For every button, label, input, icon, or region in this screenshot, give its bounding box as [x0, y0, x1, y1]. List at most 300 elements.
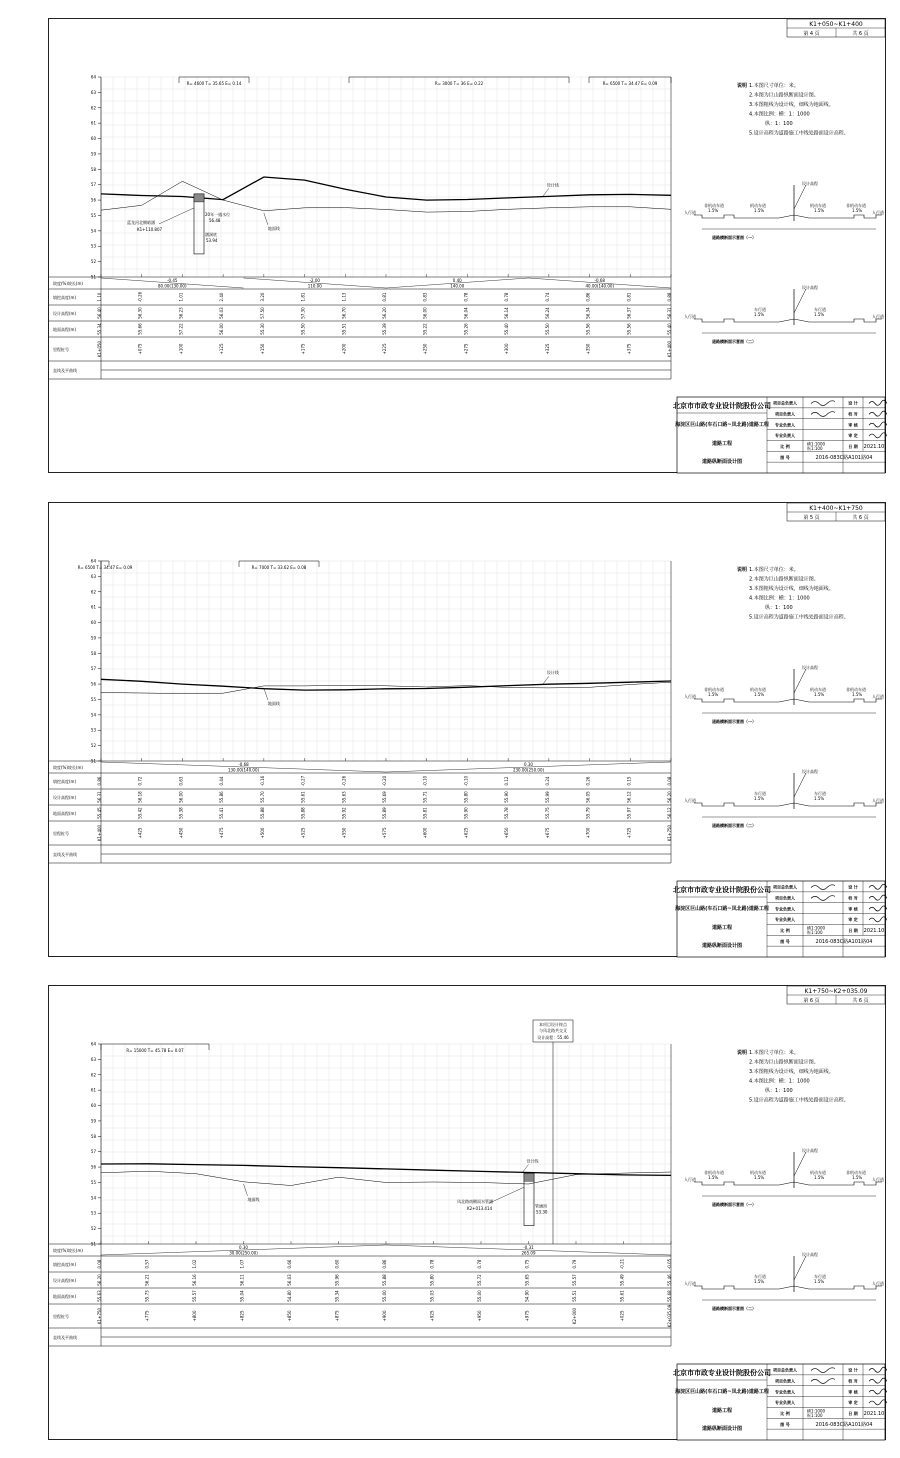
culvert-leader [489, 1187, 524, 1203]
ground-elev-value: 55.79 [585, 807, 591, 819]
ground-elev-value: 55.88 [259, 807, 265, 819]
cs-design-elev-label: 设计高程 [802, 769, 818, 774]
elev-tick-label: 63 [90, 573, 96, 579]
station-value: +925 [429, 1310, 435, 1322]
row-label-stake: 里程桩号 [53, 831, 69, 836]
fill-value: 0.81 [626, 292, 632, 302]
station-value: +225 [382, 343, 387, 355]
cs-sidewalk-left: 人行道 [684, 694, 696, 699]
elev-tick-label: 54 [90, 1195, 96, 1201]
station-value: +325 [544, 343, 550, 355]
elev-tick-label: 59 [90, 151, 96, 157]
sheet-page-number: 第 6 页 [803, 998, 820, 1004]
title-scale-label: 比 例 [780, 444, 790, 450]
row-label-slope: 坡度(%)坡长(m) [53, 1248, 83, 1253]
title-scale-h: 横1:1000 [807, 1408, 826, 1414]
design-elev-value: 56.00 [422, 307, 428, 319]
title-scale-v: 纵1:100 [807, 1413, 823, 1419]
cs-slope-left: 1.5% [708, 1175, 719, 1180]
sheet-range: K1+050~K1+400 [809, 21, 863, 28]
design-elev-value: 56.37 [626, 307, 632, 319]
cs-carway-right: 车行道 [814, 791, 826, 796]
ground-elev-value: 55.78 [504, 807, 510, 819]
culvert-leader [159, 208, 194, 224]
elev-tick-label: 62 [90, 105, 96, 111]
ground-elev-value: 55.92 [341, 807, 347, 819]
title-no-label: 图 号 [780, 938, 790, 944]
fill-value: 0.60 [334, 1259, 340, 1269]
ground-elev-value: 55.56 [585, 323, 591, 335]
design-elev-value: 56.31 [97, 791, 102, 803]
sheet-svg-1 [49, 19, 887, 474]
design-elev-value: 56.11 [239, 1274, 245, 1286]
station-value: +300 [504, 343, 510, 355]
ground-elev-value: 55.39 [382, 323, 387, 335]
slope-length: 230.00(250.00) [512, 767, 545, 773]
row-label-ground: 地面高程(m) [53, 1294, 77, 1299]
row-label-fill: 填挖高度(m) [53, 779, 77, 784]
vertical-curve-label: R= 6500 T= 34.47 E= 0.09 [602, 81, 658, 86]
vertical-curve-label: R= 4600 T= 35.65 E= 0.14 [186, 81, 242, 86]
end-note-line-3: 设计高程：55.46 [537, 1035, 569, 1040]
cs-car-left: 机动车道 [750, 1170, 766, 1175]
design-elev-value: 56.20 [667, 791, 672, 803]
cs-design-elev-label: 设计高程 [802, 665, 818, 670]
title-role: 专业负责人 [775, 1400, 795, 1406]
notes-item: 5.设计高程为道路施工中线处路面设计高程。 [749, 130, 849, 137]
sheet-range: K1+400~K1+750 [809, 505, 863, 512]
design-elev-value: 55.86 [219, 791, 225, 803]
elev-tick-label: 58 [90, 166, 96, 172]
cs-slope-mid: 1.5% [754, 796, 765, 801]
ground-elev-value: 55.88 [300, 807, 306, 819]
elev-tick-label: 56 [90, 681, 96, 687]
notes-title: 说明 [737, 83, 748, 89]
elev-tick-label: 51 [90, 1241, 96, 1247]
fill-value: 0.44 [219, 776, 225, 786]
cs-slope-right: 1.5% [852, 208, 863, 213]
title-role-2: 校 对 [848, 1378, 858, 1384]
ground-elev-value: 55.73 [144, 1290, 150, 1302]
cs-slope-mid-right: 1.5% [814, 1175, 825, 1180]
fill-value: 2.40 [219, 292, 225, 302]
elev-tick-label: 58 [90, 1133, 96, 1139]
design-elev-value: 56.70 [341, 307, 347, 319]
cs-caption: 道路横断面示意图（二） [712, 1306, 756, 1311]
ground-elev-value: 56.00 [219, 323, 225, 335]
fill-value: 0.72 [137, 776, 143, 786]
culvert-name: 蓝龙河北侧暗涵 [127, 219, 155, 225]
title-scale-v: 纵1:100 [807, 446, 823, 452]
ground-elev-value: 55.61 [619, 1290, 625, 1302]
slope-grade: 0.30 [239, 1245, 248, 1250]
design-elev-value: 55.80 [463, 791, 469, 803]
station-value: +175 [300, 343, 306, 355]
station-value: +600 [422, 827, 428, 839]
station-value: +725 [626, 827, 632, 839]
title-sub: 道路工程 [711, 441, 733, 447]
design-elev-value: 56.14 [504, 307, 510, 319]
notes-item: 4.本图比例：横：1：1000 [749, 1078, 810, 1085]
ground-elev-value: 55.00 [477, 1290, 482, 1302]
ground-elev-value: 55.56 [626, 323, 632, 335]
ground-elev-value: 55.51 [572, 1290, 577, 1302]
design-elev-value: 55.80 [429, 1274, 435, 1286]
title-role: 项目总负责人 [773, 884, 797, 890]
title-role: 专业负责人 [775, 422, 795, 428]
fill-value: 0.15 [626, 776, 632, 786]
culvert-bottom-label: 涵洞底 [205, 231, 217, 237]
cs-design-elev-label: 设计高程 [802, 1252, 818, 1257]
station-value: +375 [626, 343, 632, 355]
title-scale-h: 横1:1000 [807, 925, 826, 931]
ground-elev-value: 55.04 [239, 1290, 245, 1302]
ground-elev-value: 54.80 [287, 1290, 292, 1302]
design-line [101, 1164, 671, 1176]
ground-elev-value: 55.51 [341, 323, 347, 335]
station-value: +650 [504, 827, 510, 839]
cs-sidewalk-right: 人行道 [872, 314, 884, 319]
cs-caption: 道路横断面示意图（二） [712, 823, 756, 828]
title-date-label: 日 期 [848, 1411, 858, 1417]
vertical-curve-label: R= 3000 T= 36 E= 0.22 [434, 81, 484, 86]
cs-motor-right: 非机动车道 [846, 687, 866, 692]
fill-value: 0.66 [287, 1259, 292, 1269]
slope-length: 140.00 [450, 283, 465, 289]
station-value: +100 [178, 343, 184, 355]
ground-line-label: 地面线 [267, 700, 280, 706]
title-sub: 道路工程 [711, 925, 733, 931]
row-label-slope: 坡度(%)坡长(m) [53, 281, 83, 286]
title-role: 专业负责人 [775, 917, 795, 923]
culvert-bottom-value: 53.30 [536, 1209, 548, 1215]
title-role: 项目负责人 [775, 411, 795, 417]
design-line [101, 177, 671, 200]
row-label-ground: 地面高程(m) [53, 811, 77, 816]
cs-road-surface [694, 803, 882, 806]
fill-value: 1.02 [192, 1259, 197, 1269]
row-label-design: 设计高程(m) [53, 311, 77, 316]
design-elev-value: 56.20 [382, 307, 387, 319]
elev-tick-label: 53 [90, 727, 96, 733]
cs-motor-right: 非机动车道 [846, 203, 866, 208]
design-elev-value: 57.30 [300, 307, 306, 319]
cs-sidewalk-right: 人行道 [872, 694, 884, 699]
ground-line-label: 地面线 [247, 1196, 260, 1202]
cs-motor-left: 非机动车道 [704, 203, 724, 208]
cs-slope-mid-right: 1.5% [814, 208, 825, 213]
ground-line-leader [244, 1184, 248, 1196]
elev-tick-label: 54 [90, 712, 96, 718]
cs-slope-left: 1.5% [708, 208, 719, 213]
cs-slope-mid: 1.5% [754, 1175, 765, 1180]
cs-slope-mid-right: 1.5% [814, 796, 825, 801]
title-scale-h: 横1:1000 [807, 441, 826, 447]
title-date-value: 2021.10 [863, 928, 885, 935]
ground-elev-value: 55.38 [178, 807, 184, 819]
ground-elev-value: 55.34 [97, 323, 102, 335]
station-value: K1+400 [667, 340, 672, 358]
design-elev-value: 55.72 [477, 1274, 482, 1286]
fill-value: 0.12 [504, 776, 510, 786]
title-role: 项目总负责人 [773, 400, 797, 406]
end-note-line-1: 本项目设计终点 [539, 1022, 567, 1027]
title-no-value: 2016-083C路A101路04 [815, 454, 873, 461]
elev-tick-label: 62 [90, 1072, 96, 1078]
station-value: +825 [239, 1310, 245, 1322]
cs-car-left: 机动车道 [750, 203, 766, 208]
notes-item: 1.本图尺寸单位：米。 [749, 567, 799, 573]
title-sub: 道路工程 [711, 1408, 733, 1414]
fill-value: -0.10 [463, 775, 469, 787]
fill-value: 0.83 [422, 292, 428, 302]
fill-value: 0.86 [585, 292, 591, 302]
ground-elev-value: 55.97 [626, 807, 632, 819]
elev-tick-label: 64 [90, 74, 96, 80]
cs-sidewalk-right: 人行道 [872, 1281, 884, 1286]
ground-elev-value: 57.22 [178, 323, 184, 335]
title-no-label: 图 号 [780, 1421, 790, 1427]
design-elev-value: 55.61 [300, 791, 306, 803]
fill-value: -0.16 [259, 775, 265, 787]
row-label-fill: 填挖高度(m) [53, 1262, 77, 1267]
station-value: K1+050 [97, 340, 102, 358]
fill-value: 0.08 [97, 1259, 102, 1269]
culvert-hatch [524, 1173, 534, 1181]
title-date-value: 2021.10 [863, 1411, 885, 1418]
title-project: 海淀区巨山路(车石口路~凤北路)道路工程 [675, 906, 769, 912]
station-value: +150 [259, 343, 265, 355]
design-elev-value: 56.30 [137, 307, 143, 319]
culvert-hatch [194, 194, 204, 202]
fill-value: 0.86 [97, 776, 102, 786]
row-label-stake: 里程桩号 [53, 1314, 69, 1319]
ground-elev-value: 55.34 [334, 1290, 340, 1302]
title-role-2: 审 核 [848, 906, 858, 912]
fill-value: 0.74 [544, 292, 550, 302]
design-elev-value: 56.16 [192, 1274, 197, 1286]
elev-tick-label: 62 [90, 589, 96, 595]
design-elev-value: 56.24 [544, 307, 550, 319]
cs-slope-mid-right: 1.5% [814, 312, 825, 317]
ground-elev-value: 55.50 [300, 323, 306, 335]
station-value: +450 [178, 827, 184, 839]
title-scale-label: 比 例 [780, 1411, 790, 1417]
title-company: 北京市市政专业设计院股份公司 [673, 885, 771, 894]
cs-design-elev-label: 设计高程 [802, 1148, 818, 1153]
cs-sidewalk-right: 人行道 [872, 1177, 884, 1182]
design-elev-value: 55.65 [524, 1274, 530, 1286]
design-elev-value: 56.00 [178, 791, 184, 803]
cs-design-leader [794, 1152, 806, 1176]
title-role-2: 审 定 [848, 1400, 858, 1406]
drawing-sheet-2 [48, 502, 886, 957]
ground-elev-value: 55.40 [504, 323, 510, 335]
ground-elev-value: 55.63 [97, 1290, 102, 1302]
row-label-curve: 直线及平曲线 [53, 368, 77, 373]
title-project: 海淀区巨山路(车石口路~凤北路)道路工程 [675, 1389, 769, 1395]
fill-value: -0.27 [300, 775, 306, 787]
design-elev-value: 55.71 [422, 791, 428, 803]
cs-design-leader [794, 1256, 806, 1280]
fill-value: -0.26 [341, 775, 347, 787]
cs-slope-mid-right: 1.5% [814, 692, 825, 697]
fill-value: 0.86 [382, 1259, 387, 1269]
design-elev-value: 56.03 [287, 1274, 292, 1286]
ground-elev-value: 55.26 [463, 323, 469, 335]
row-label-design: 设计高程(m) [53, 1278, 77, 1283]
design-line-label: 设计线 [526, 1158, 539, 1164]
design-line-label: 设计线 [546, 670, 559, 676]
title-role: 专业负责人 [775, 1389, 795, 1395]
cs-slope-mid-right: 1.5% [814, 1279, 825, 1284]
notes-item: 3.本图粗线为设计线，细线为地面线。 [749, 586, 834, 592]
row-label-ground: 地面高程(m) [53, 327, 77, 332]
culvert-bottom-value: 53.94 [206, 237, 218, 243]
design-elev-value: 55.57 [572, 1274, 577, 1286]
slope-length: 110.00 [307, 283, 322, 289]
fill-value: 0.78 [429, 1259, 435, 1269]
elev-tick-label: 58 [90, 650, 96, 656]
design-elev-value: 56.21 [144, 1274, 150, 1286]
station-value: +275 [463, 343, 469, 355]
cs-sidewalk-left: 人行道 [684, 314, 696, 319]
design-elev-value: 56.04 [463, 307, 469, 319]
cs-caption: 道路横断面示意图（一） [712, 719, 756, 724]
design-elev-value: 56.18 [137, 791, 143, 803]
ground-elev-value: 55.30 [259, 323, 265, 335]
title-drawing: 道路纵断面设计图 [701, 459, 743, 465]
elev-tick-label: 59 [90, 1118, 96, 1124]
notes-title: 说明 [737, 567, 748, 573]
end-note-line-2: 与凤北路共交叉 [539, 1028, 567, 1033]
ground-elev-value: 55.75 [544, 807, 550, 819]
title-role-2: 审 核 [848, 422, 858, 428]
cs-road-surface [694, 215, 882, 218]
culvert-water-level-value: 56.48 [209, 217, 221, 223]
design-elev-value: 55.96 [334, 1274, 340, 1286]
row-label-slope: 坡度(%)坡长(m) [53, 765, 83, 770]
elev-tick-label: 63 [90, 1056, 96, 1062]
slope-length: 40.00(140.00) [585, 283, 615, 289]
fill-value: 0.78 [463, 292, 469, 302]
notes-item: 纵：1：100 [765, 121, 793, 127]
cs-motor-right: 非机动车道 [846, 1170, 866, 1175]
design-elev-value: 56.12 [626, 791, 632, 803]
cs-car-right: 机动车道 [810, 687, 826, 692]
title-role-2: 审 定 [848, 433, 858, 439]
title-role: 专业负责人 [775, 906, 795, 912]
row-label-design: 设计高程(m) [53, 795, 77, 800]
design-elev-value: 55.46 [667, 1274, 672, 1286]
elev-tick-label: 55 [90, 696, 96, 702]
fill-value: 0.81 [382, 292, 387, 302]
slope-grade: -2.00 [309, 278, 320, 283]
elev-tick-label: 55 [90, 212, 96, 218]
elev-tick-label: 57 [90, 666, 96, 672]
slope-grade: 0.40 [452, 278, 462, 283]
fill-value: -0.10 [422, 775, 428, 787]
slope-length: 30.00(250.00) [229, 1250, 258, 1256]
station-value: +125 [219, 343, 225, 355]
design-elev-value: 55.49 [619, 1274, 625, 1286]
cs-slope-left: 1.5% [708, 692, 719, 697]
elev-tick-label: 53 [90, 243, 96, 249]
elev-tick-label: 52 [90, 743, 96, 749]
fill-value: 0.26 [585, 776, 591, 786]
cs-carway-left: 车行道 [754, 791, 766, 796]
cs-sidewalk-left: 人行道 [684, 210, 696, 215]
station-value: K1+400 [97, 824, 102, 842]
fill-value: 0.24 [544, 776, 550, 786]
title-role: 专业负责人 [775, 433, 795, 439]
row-label-stake: 里程桩号 [53, 347, 69, 352]
elev-tick-label: 59 [90, 635, 96, 641]
design-elev-value: 55.63 [341, 791, 347, 803]
ground-elev-value: 56.12 [667, 807, 672, 819]
notes-item: 1.本图尺寸单位：米。 [749, 83, 799, 89]
fill-value: -0.26 [137, 291, 143, 303]
station-value: +700 [585, 827, 591, 839]
notes-item: 4.本图比例：横：1：1000 [749, 111, 810, 118]
title-company: 北京市市政专业设计院股份公司 [673, 401, 771, 410]
notes-title: 说明 [737, 1050, 748, 1056]
design-elev-value: 55.88 [382, 1274, 387, 1286]
drawing-sheet-3 [48, 985, 886, 1440]
design-elev-value: 56.05 [585, 791, 591, 803]
title-role-2: 设 计 [848, 1367, 858, 1373]
cs-caption: 道路横断面示意图（一） [712, 235, 756, 240]
elev-tick-label: 52 [90, 1226, 96, 1232]
fill-value: 0.79 [572, 1259, 577, 1269]
title-role-2: 校 对 [848, 411, 858, 417]
title-no-value: 2016-083C路A101路04 [815, 1421, 873, 1428]
ground-elev-value: 55.50 [544, 323, 550, 335]
cs-design-leader [794, 669, 806, 693]
station-value: +625 [463, 827, 469, 839]
cs-slope-mid: 1.5% [754, 692, 765, 697]
cs-carway-right: 车行道 [814, 1274, 826, 1279]
elev-tick-label: 64 [90, 1041, 96, 1047]
design-elev-value: 56.40 [97, 307, 102, 319]
station-value: +425 [137, 827, 143, 839]
cs-sidewalk-left: 人行道 [684, 798, 696, 803]
cs-design-leader [794, 773, 806, 797]
ground-elev-value: 55.81 [422, 807, 428, 819]
ground-elev-value: 55.66 [137, 323, 143, 335]
station-value: +850 [287, 1310, 292, 1322]
fill-value: 0.78 [477, 1259, 482, 1269]
cs-slope-mid: 1.5% [754, 208, 765, 213]
station-value: +075 [137, 343, 143, 355]
station-value: +800 [192, 1310, 197, 1322]
cs-sidewalk-left: 人行道 [684, 1177, 696, 1182]
station-value: +875 [334, 1310, 340, 1322]
ground-elev-value: 55.90 [463, 807, 469, 819]
title-role-2: 设 计 [848, 400, 858, 406]
fill-value: 0.57 [144, 1259, 150, 1269]
culvert-bottom-label: 管涵顶 [535, 1203, 547, 1209]
elev-tick-label: 55 [90, 1179, 96, 1185]
cs-design-elev-label: 设计高程 [802, 285, 818, 290]
elev-tick-label: 60 [90, 620, 96, 626]
fill-value: 0.08 [667, 776, 672, 786]
design-elev-value: 56.20 [97, 1274, 102, 1286]
row-label-fill: 填挖高度(m) [53, 295, 77, 300]
ground-elev-value: 55.68 [667, 1290, 672, 1302]
fill-value: 0.88 [667, 292, 672, 302]
fill-value: -0.21 [619, 1258, 625, 1270]
